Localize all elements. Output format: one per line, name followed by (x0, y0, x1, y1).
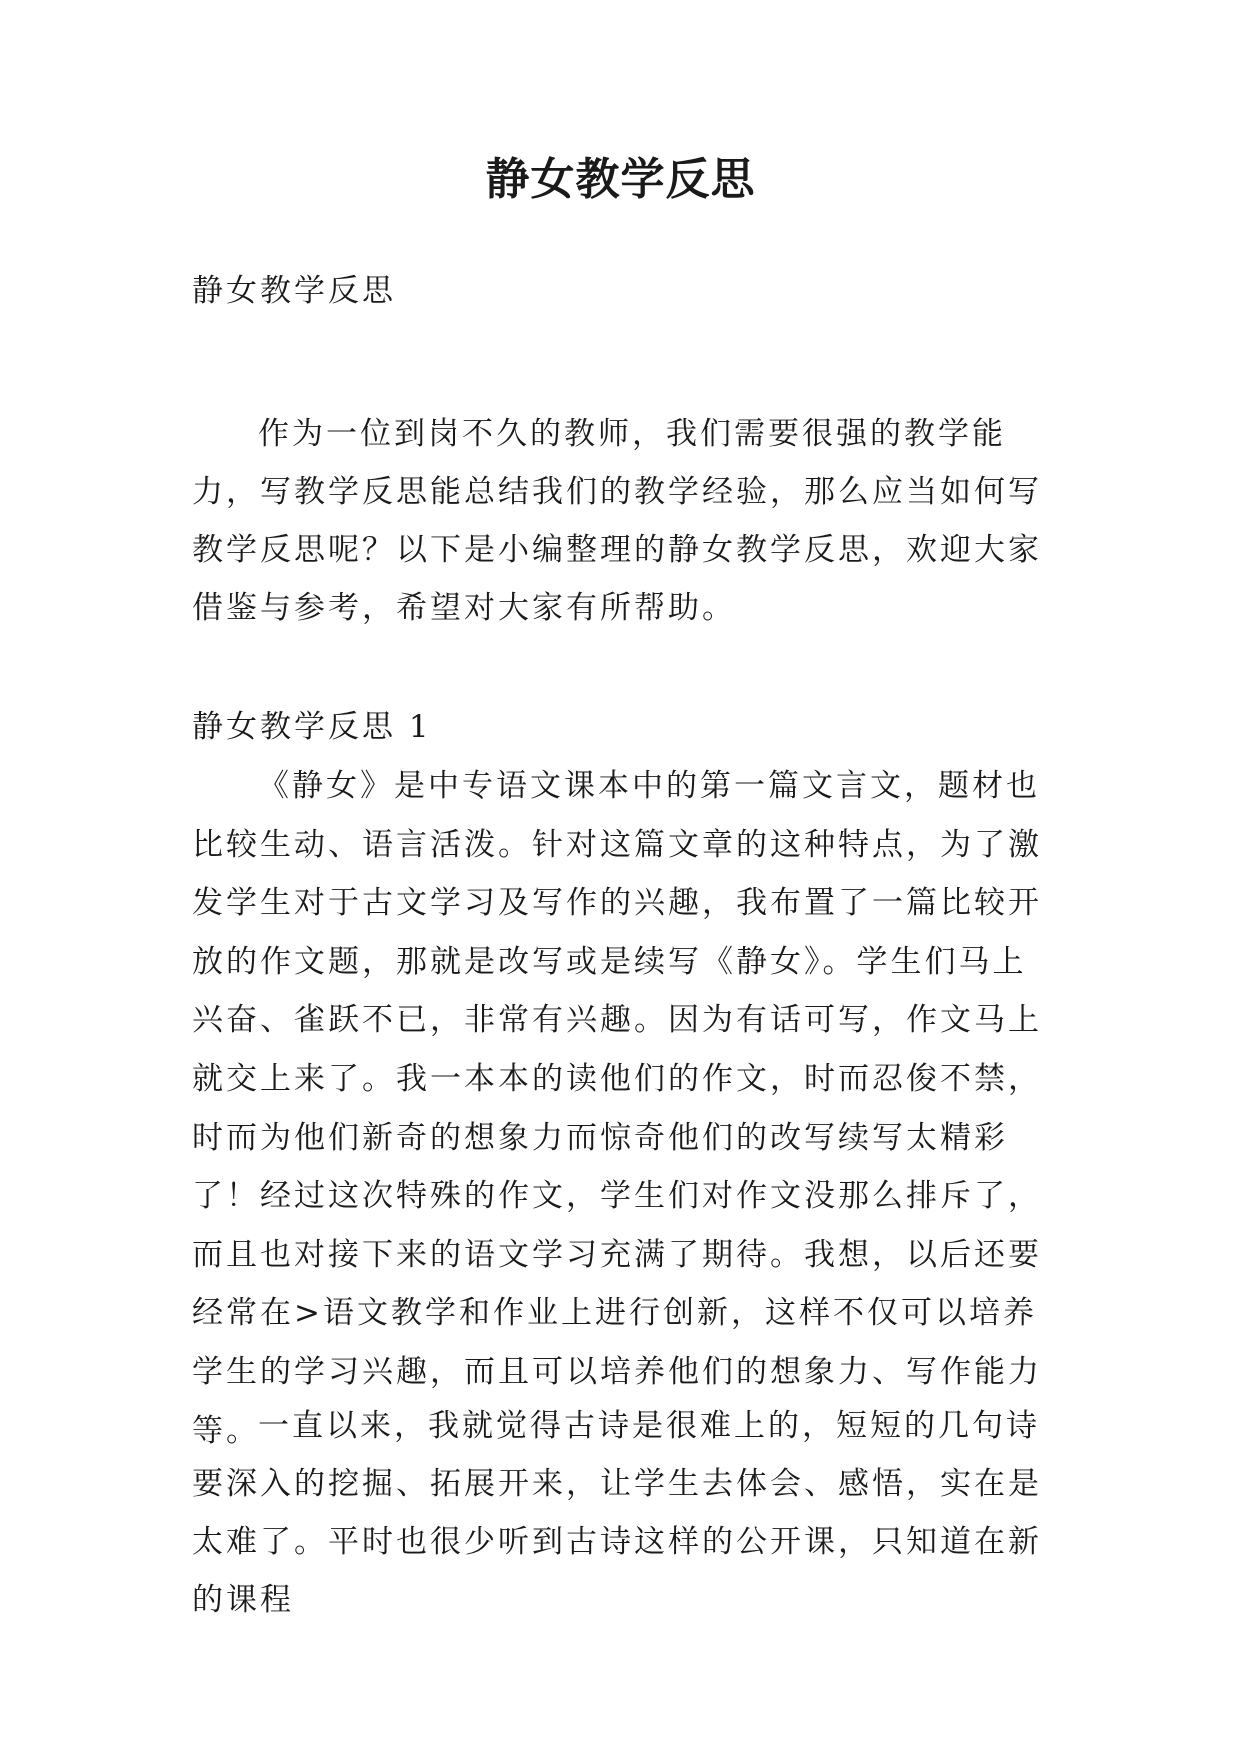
body-paragraph-1: 《静女》是中专语文课本中的第一篇文言文，题材也比较生动、语言活泼。针对这篇文章的这种特点，为了激发学生对于古文学习及写作的兴趣，我布置了一篇比较开放的作文题，那就是改写或是续写《静女》。学生们马上兴奋、雀跃不已，非常有兴趣。因为有话可写，作文马上就交上来了。我一本本的读他们的作文，时而忍俊不禁，时而为他们新奇的想象力而惊奇他们的改写续写太精彩了！经过这次特殊的作文，学生们对作文没那么排斥了，而且也对接下来的语文学习充满了期待。我想，以后还要经常在>语文教学和作业上进行创新，这样不仅可以培养学生的学习兴趣，而且可以培养他们的想象力、写作能力等。 (192, 768, 1042, 1449)
intro-paragraph: 作为一位到岗不久的教师，我们需要很强的教学能力，写教学反思能总结我们的教学经验，那么应当如何写教学反思呢？以下是小编整理的静女教学反思，欢迎大家借鉴与参考，希望对大家有所帮助。 (192, 416, 1042, 626)
document-title: 静女教学反思 (485, 154, 756, 205)
document-subtitle: 静女教学反思 (192, 273, 396, 309)
section-heading: 静女教学反思 1 (192, 709, 432, 745)
body-paragraph-2: 一直以来，我就觉得古诗是很难上的，短短的几句诗要深入的挖掘、拓展开来，让学生去体会、感悟，实在是太难了。平时也很少听到古诗这样的公开课，只知道在新的课程 (192, 1408, 1042, 1618)
